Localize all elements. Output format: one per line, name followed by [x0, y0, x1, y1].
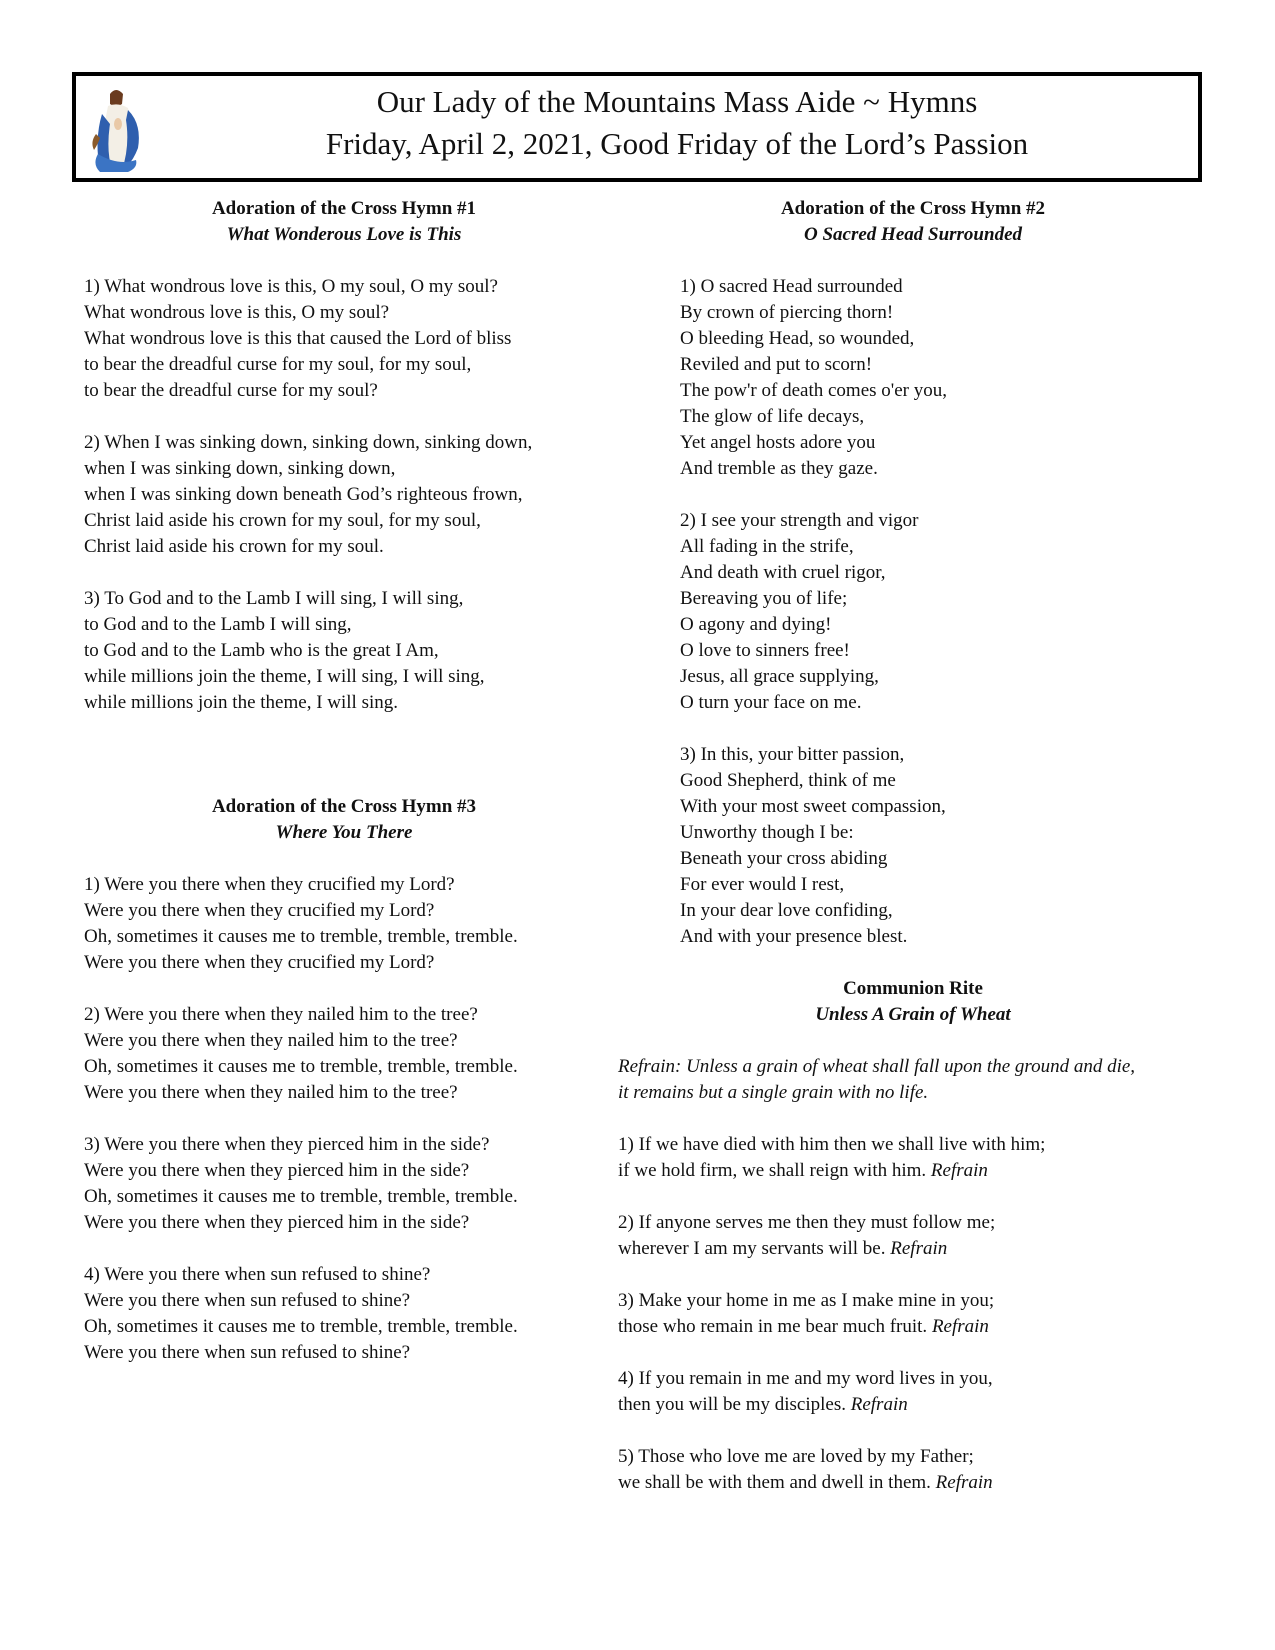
- verse-line: Oh, sometimes it causes me to tremble, tremble, tremble.: [84, 1186, 518, 1207]
- verse-line: 4) Were you there when sun refused to shine?: [84, 1264, 431, 1285]
- verse-line: while millions join the theme, I will sing.: [84, 692, 399, 713]
- verse-line: O love to sinners free!: [680, 640, 850, 661]
- hymn-1-verse: [84, 274, 604, 404]
- header-title: Our Lady of the Mountains Mass Aide ~ Hymns: [376, 84, 978, 119]
- verse-line: Beneath your cross abiding: [680, 848, 888, 869]
- verse-line: [618, 1236, 1208, 1262]
- communion-refrain: [618, 1054, 1208, 1106]
- verse-line: Yet angel hosts adore you: [680, 432, 876, 453]
- communion-verse: [618, 1366, 1208, 1418]
- verse-line: Bereaving you of life;: [680, 588, 848, 609]
- hymn-3-verse: [84, 1262, 604, 1366]
- verse-line: [618, 1392, 1208, 1418]
- hymn-3-verse: [84, 872, 604, 976]
- verse-line: In your dear love confiding,: [680, 900, 893, 921]
- verse-line: Were you there when they nailed him to the tree?: [84, 1030, 458, 1051]
- verse-line: O bleeding Head, so wounded,: [680, 328, 915, 349]
- communion-title: Communion Rite: [843, 978, 983, 999]
- hymn-1-title: Adoration of the Cross Hymn #1: [211, 198, 477, 219]
- hymn-3-verse: [84, 1002, 604, 1106]
- left-column: [84, 196, 604, 1366]
- verse-line: And death with cruel rigor,: [680, 562, 886, 583]
- verse-line: 1) If we have died with him then we shall live with him;: [618, 1134, 1046, 1155]
- verse-text: those who remain in me bear much fruit.: [618, 1316, 928, 1337]
- verse-line: The glow of life decays,: [680, 406, 865, 427]
- verse-line: For ever would I rest,: [680, 874, 845, 895]
- hymn-2-subtitle: O Sacred Head Surrounded: [804, 224, 1022, 245]
- right-column: [618, 196, 1208, 1496]
- verse-line: Were you there when sun refused to shine?: [84, 1342, 411, 1363]
- hymn-1-subtitle: What Wonderous Love is This: [226, 224, 462, 245]
- verse-line: 1) Were you there when they crucified my Lord?: [84, 874, 455, 895]
- hymn-2-title: Adoration of the Cross Hymn #2: [780, 198, 1046, 219]
- verse-line: What wondrous love is this, O my soul?: [84, 302, 390, 323]
- verse-line: 2) Were you there when they nailed him to the tree?: [84, 1004, 478, 1025]
- communion-verse: [618, 1210, 1208, 1262]
- verse-line: Were you there when they pierced him in the side?: [84, 1160, 470, 1181]
- verse-line: 4) If you remain in me and my word lives in you,: [618, 1368, 993, 1389]
- verse-line: 1) O sacred Head surrounded: [680, 276, 903, 297]
- hymn-3-subtitle: Where You There: [275, 822, 413, 843]
- verse-line: Were you there when they nailed him to the tree?: [84, 1082, 458, 1103]
- hymn-2-verse: [618, 742, 1208, 950]
- verse-line: Christ laid aside his crown for my soul.: [84, 536, 384, 557]
- verse-line: 3) Were you there when they pierced him in the side?: [84, 1134, 490, 1155]
- communion-verse: [618, 1444, 1208, 1496]
- verse-line: to God and to the Lamb I will sing,: [84, 614, 352, 635]
- hymn-3-heading: [84, 794, 604, 846]
- hymn-1-heading: [84, 196, 604, 248]
- verse-line: Jesus, all grace supplying,: [680, 666, 879, 687]
- verse-line: 2) If anyone serves me then they must follow me;: [618, 1212, 996, 1233]
- refrain-marker: Refrain: [931, 1316, 989, 1337]
- communion-verse: [618, 1132, 1208, 1184]
- verse-line: 3) Make your home in me as I make mine in you;: [618, 1290, 995, 1311]
- verse-line: O agony and dying!: [680, 614, 832, 635]
- verse-line: By crown of piercing thorn!: [680, 302, 894, 323]
- verse-line: And with your presence blest.: [680, 926, 908, 947]
- communion-heading: [618, 976, 1208, 1028]
- verse-line: Oh, sometimes it causes me to tremble, tremble, tremble.: [84, 1056, 518, 1077]
- verse-line: The pow'r of death comes o'er you,: [680, 380, 947, 401]
- virgin-mary-statue-icon: [88, 84, 150, 174]
- verse-line: to God and to the Lamb who is the great I Am,: [84, 640, 439, 661]
- verse-line: Christ laid aside his crown for my soul, for my soul,: [84, 510, 481, 531]
- header-banner: [72, 72, 1202, 182]
- refrain-marker: Refrain: [935, 1472, 993, 1493]
- header-date: Friday, April 2, 2021, Good Friday of the Lord’s Passion: [325, 126, 1029, 161]
- verse-line: Were you there when they pierced him in the side?: [84, 1212, 470, 1233]
- verse-line: when I was sinking down, sinking down,: [84, 458, 396, 479]
- verse-line: Oh, sometimes it causes me to tremble, tremble, tremble.: [84, 926, 518, 947]
- verse-line: Were you there when sun refused to shine?: [84, 1290, 411, 1311]
- verse-line: O turn your face on me.: [680, 692, 862, 713]
- verse-line: 5) Those who love me are loved by my Father;: [618, 1446, 974, 1467]
- verse-line: [618, 1470, 1208, 1496]
- refrain-marker: Refrain: [890, 1238, 948, 1259]
- verse-line: while millions join the theme, I will sing, I will sing,: [84, 666, 485, 687]
- verse-line: [618, 1158, 1208, 1184]
- communion-subtitle: Unless A Grain of Wheat: [815, 1004, 1011, 1025]
- verse-text: wherever I am my servants will be.: [618, 1238, 886, 1259]
- verse-line: Were you there when they crucified my Lord?: [84, 900, 435, 921]
- verse-line: to bear the dreadful curse for my soul?: [84, 380, 378, 401]
- verse-line: All fading in the strife,: [680, 536, 854, 557]
- verse-text: if we hold firm, we shall reign with him.: [618, 1160, 927, 1181]
- communion-verse: [618, 1288, 1208, 1340]
- refrain-line: Refrain: Unless a grain of wheat shall fall upon the ground and die,: [618, 1056, 1136, 1077]
- verse-line: 2) I see your strength and vigor: [680, 510, 919, 531]
- verse-line: With your most sweet compassion,: [680, 796, 946, 817]
- refrain-line: it remains but a single grain with no life.: [618, 1082, 929, 1103]
- verse-line: Were you there when they crucified my Lord?: [84, 952, 435, 973]
- verse-line: 2) When I was sinking down, sinking down, sinking down,: [84, 432, 533, 453]
- verse-line: Good Shepherd, think of me: [680, 770, 896, 791]
- verse-line: 1) What wondrous love is this, O my soul, O my soul?: [84, 276, 498, 297]
- hymn-2-heading: [618, 196, 1208, 248]
- verse-line: What wondrous love is this that caused the Lord of bliss: [84, 328, 512, 349]
- verse-line: Unworthy though I be:: [680, 822, 854, 843]
- hymn-3-title: Adoration of the Cross Hymn #3: [211, 796, 477, 817]
- hymn-2-verse: [618, 274, 1208, 482]
- verse-line: to bear the dreadful curse for my soul, for my soul,: [84, 354, 472, 375]
- verse-line: And tremble as they gaze.: [680, 458, 878, 479]
- verse-line: when I was sinking down beneath God’s righteous frown,: [84, 484, 523, 505]
- hymn-1-verse: [84, 430, 604, 560]
- verse-text: then you will be my disciples.: [618, 1394, 846, 1415]
- refrain-marker: Refrain: [930, 1160, 988, 1181]
- verse-text: we shall be with them and dwell in them.: [618, 1472, 931, 1493]
- verse-line: Oh, sometimes it causes me to tremble, tremble, tremble.: [84, 1316, 518, 1337]
- hymn-2-verse: [618, 508, 1208, 716]
- verse-line: 3) In this, your bitter passion,: [680, 744, 905, 765]
- hymn-3-verse: [84, 1132, 604, 1236]
- refrain-marker: Refrain: [850, 1394, 908, 1415]
- verse-line: 3) To God and to the Lamb I will sing, I will sing,: [84, 588, 464, 609]
- verse-line: Reviled and put to scorn!: [680, 354, 873, 375]
- verse-line: [618, 1314, 1208, 1340]
- hymn-1-verse: [84, 586, 604, 716]
